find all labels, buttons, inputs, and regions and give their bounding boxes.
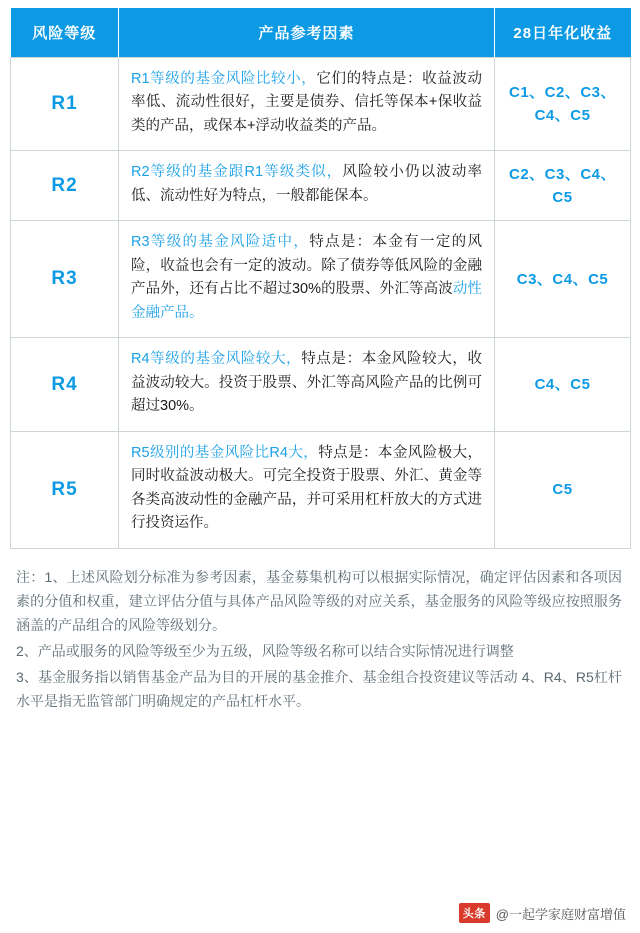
footnotes bbox=[10, 555, 630, 719]
description-cell bbox=[119, 221, 495, 338]
table-body bbox=[11, 58, 631, 549]
footnote-2: 2、产品或服务的风险等级至少为五级，风险等级名称可以结合实际情况进行调整 bbox=[16, 642, 514, 659]
risk-level-cell: R5 bbox=[11, 431, 119, 548]
risk-level-cell: R3 bbox=[11, 221, 119, 338]
risk-level-table bbox=[10, 8, 631, 549]
header-row bbox=[11, 8, 631, 58]
footnote-1: 注：1、上述风险划分标准为参考因素，基金募集机构可以根据实际情况，确定评估因素和各项因素的分值和权重，建立评估分值与具体产品风险等级的对应关系，基金服务的风险等级应按照服务涵盖的产品组合的风险等级划分。 bbox=[16, 568, 622, 633]
risk-level-cell: R4 bbox=[11, 338, 119, 431]
risk-level-cell: R1 bbox=[11, 58, 119, 151]
description-cell bbox=[119, 151, 495, 221]
watermark bbox=[459, 903, 626, 923]
description-highlight: R3等级的基金风险适中， bbox=[131, 234, 310, 251]
description-cell bbox=[119, 58, 495, 151]
yield-cell: C5 bbox=[495, 431, 631, 548]
description-cell bbox=[119, 431, 495, 548]
table-row bbox=[11, 58, 631, 151]
yield-cell: C4、C5 bbox=[495, 338, 631, 431]
description-cell bbox=[119, 338, 495, 431]
header-product-factors: 产品参考因素 bbox=[119, 8, 495, 58]
header-annual-yield: 28日年化收益 bbox=[495, 8, 631, 58]
description-highlight: R5级别的基金风险比R4大， bbox=[131, 444, 319, 461]
table-header bbox=[11, 8, 631, 58]
description-highlight: R4等级的基金风险较大， bbox=[131, 351, 302, 368]
toutiao-logo-icon: 头条 bbox=[459, 903, 490, 923]
description-highlight-tail: 动性金融产品。 bbox=[131, 281, 482, 321]
description-highlight: R1等级的基金风险比较小， bbox=[131, 71, 317, 87]
description-text: 风险较小仍以波动率低、流动性好为特点，一般都能保本。 bbox=[131, 164, 483, 204]
watermark-account: @一起学家庭财富增值 bbox=[495, 906, 626, 922]
table-row bbox=[11, 151, 631, 221]
header-risk-level: 风险等级 bbox=[11, 8, 119, 58]
table-row bbox=[11, 431, 631, 548]
description-text: 特点是：本金风险较大，收益波动较大。投资于股票、外汇等高风险产品的比例可超过30%。 bbox=[131, 351, 482, 415]
yield-cell: C1、C2、C3、C4、C5 bbox=[495, 58, 631, 151]
description-highlight: R2等级的基金跟R1等级类似， bbox=[131, 164, 343, 181]
description-text: 特点是：本金风险极大，同时收益波动极大。可完全投资于股票、外汇、黄金等各类高波动性的金融产品，并可采用杠杆放大的方式进行投资运作。 bbox=[131, 444, 483, 532]
yield-cell: C3、C4、C5 bbox=[495, 221, 631, 338]
table-row bbox=[11, 221, 631, 338]
risk-level-cell: R2 bbox=[11, 151, 119, 221]
description-text: 特点是：本金有一定的风险，收益也会有一定的波动。除了债券等低风险的金融产品外，还有占比不超过30%的股票、外汇等高波 bbox=[131, 234, 482, 298]
table-row bbox=[11, 338, 631, 431]
footnote-3: 3、基金服务指以销售基金产品为目的开展的基金推介、基金组合投资建议等活动 4、R4、R5杠杆水平是指无监管部门明确规定的产品杠杆水平。 bbox=[16, 669, 622, 710]
yield-cell: C2、C3、C4、C5 bbox=[495, 151, 631, 221]
description-text: 它们的特点是：收益波动率低、流动性很好，主要是债券、信托等保本+保收益类的产品，或保本+浮动收益类的产品。 bbox=[131, 71, 482, 134]
